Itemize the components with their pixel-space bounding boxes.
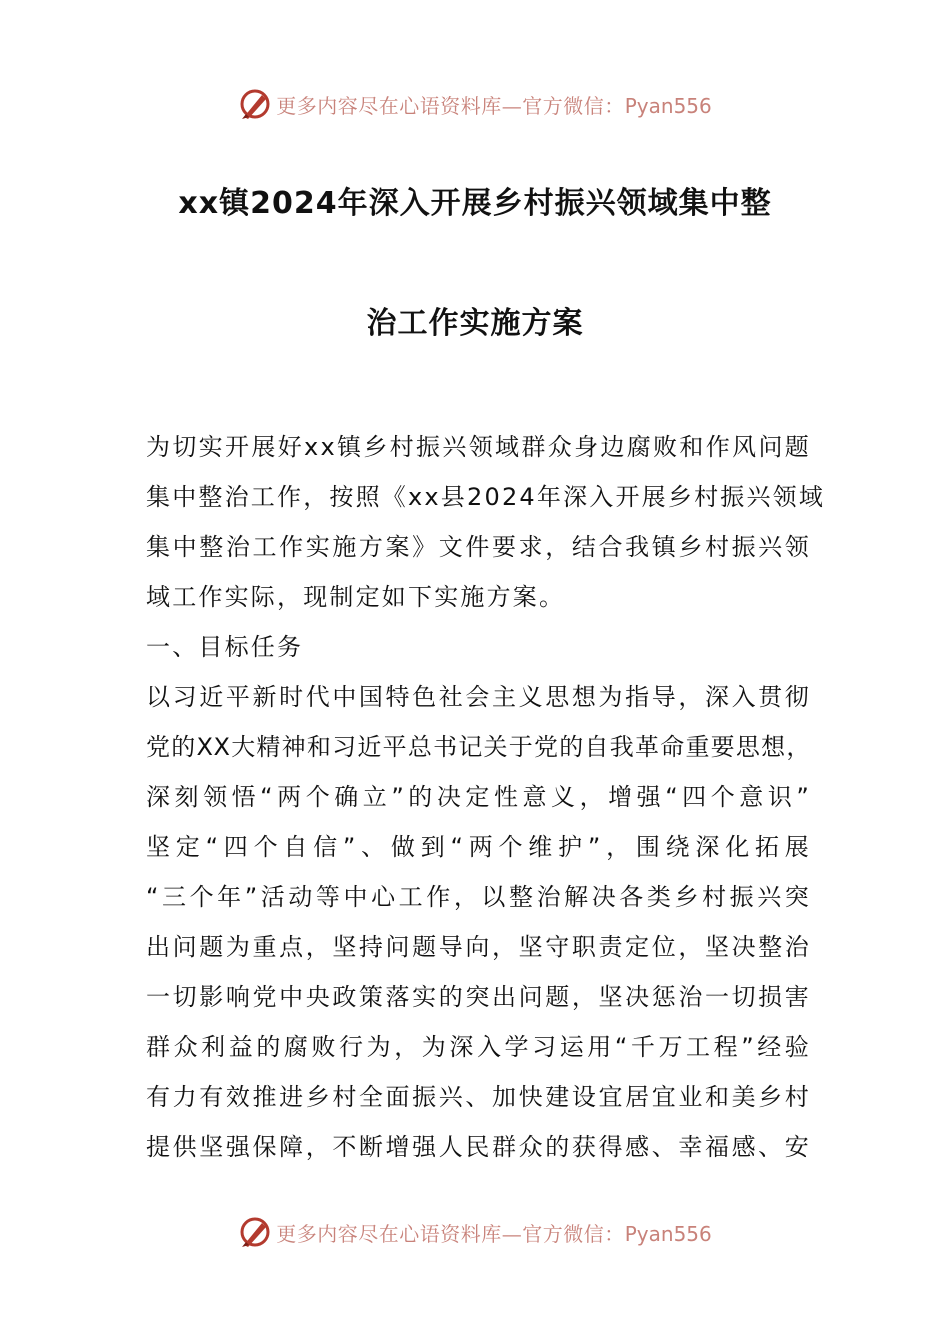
body-line: 出问题为重点，坚持问题导向，坚守职责定位，坚决整治 <box>146 933 811 961</box>
body-line: 为切实开展好xx镇乡村振兴领域群众身边腐败和作风问题 <box>146 433 811 461</box>
body-line: 集中整治工作，按照《xx县2024年深入开展乡村振兴领域 <box>146 483 826 511</box>
body-line: 以习近平新时代中国特色社会主义思想为指导，深入贯彻 <box>146 683 811 711</box>
header-watermark <box>0 84 950 124</box>
body-line: 一切影响党中央政策落实的突出问题，坚决惩治一切损害 <box>146 983 811 1011</box>
body-line: 提供坚强保障，不断增强人民群众的获得感、幸福感、安 <box>146 1133 811 1161</box>
body-line: 深刻领悟“两个确立”的决定性意义，增强“四个意识” <box>146 783 811 811</box>
pen-circle-logo-icon <box>238 87 272 121</box>
body-line: 群众利益的腐败行为，为深入学习运用“千万工程”经验 <box>146 1033 811 1061</box>
body-line: 域工作实际，现制定如下实施方案。 <box>146 583 566 611</box>
watermark-slogan: 更多内容尽在心语资料库—官方微信： <box>276 1221 625 1246</box>
body-line: 有力有效推进乡村全面振兴、加快建设宜居宜业和美乡村 <box>146 1083 811 1111</box>
body-line: 坚定“四个自信”、做到“两个维护”，围绕深化拓展 <box>146 833 811 861</box>
watermark-account: Pyan556 <box>624 1221 712 1246</box>
watermark-account: Pyan556 <box>624 93 712 118</box>
document-body <box>146 422 826 1172</box>
watermark-slogan: 更多内容尽在心语资料库—官方微信： <box>276 93 625 118</box>
body-line: 集中整治工作实施方案》文件要求，结合我镇乡村振兴领 <box>146 533 811 561</box>
body-line: 党的XX大精神和习近平总书记关于党的自我革命重要思想， <box>146 733 811 761</box>
document-title-line-1: xx镇2024年深入开展乡村振兴领域集中整 <box>178 186 772 221</box>
watermark-text <box>276 90 712 119</box>
pen-circle-logo-icon <box>238 1215 272 1249</box>
watermark-text <box>276 1218 712 1247</box>
footer-watermark <box>0 1212 950 1252</box>
section-heading: 一、目标任务 <box>146 633 304 661</box>
body-line: “三个年”活动等中心工作，以整治解决各类乡村振兴突 <box>146 883 811 911</box>
document-title-line-2: 治工作实施方案 <box>366 306 584 341</box>
